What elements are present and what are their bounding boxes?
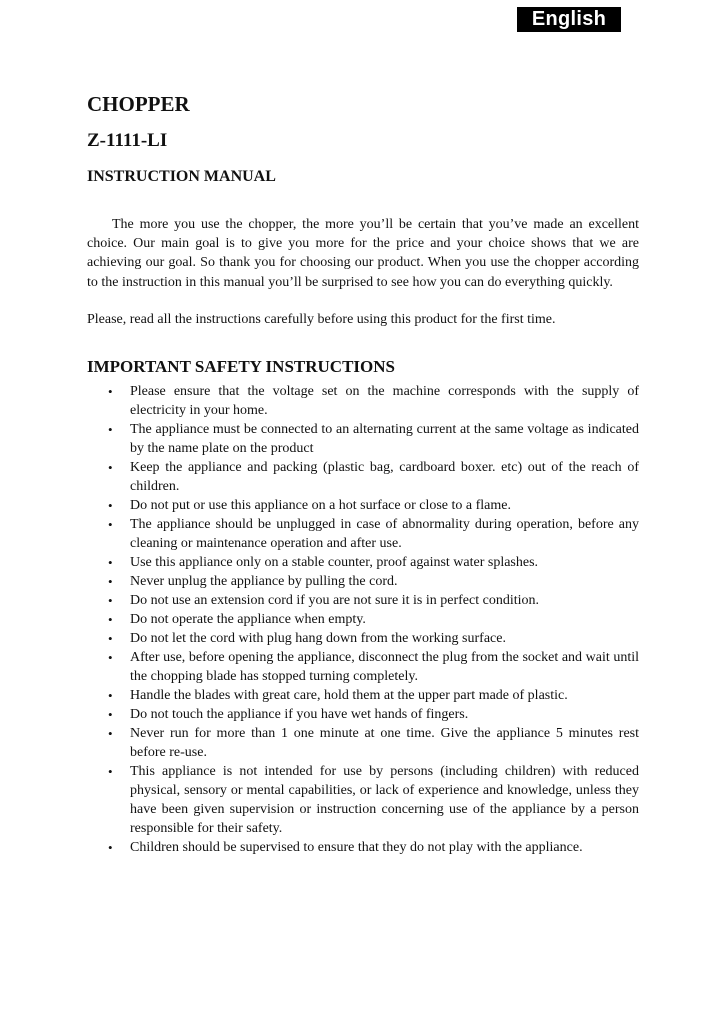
safety-item: [87, 420, 639, 458]
read-instructions-note: Please, read all the instructions carefully before using this product for the first time.: [87, 311, 556, 327]
safety-item-text: Do not let the cord with plug hang down from the working surface.: [130, 631, 506, 647]
bullet-icon: •: [108, 726, 113, 742]
safety-item-text: Keep the appliance and packing (plastic bag, cardboard boxer. etc) out of the reach of children.: [130, 460, 639, 495]
bullet-icon: •: [108, 612, 113, 628]
safety-item: [87, 724, 639, 762]
safety-instructions-list: [87, 382, 639, 857]
safety-item-text: Use this appliance only on a stable counter, proof against water splashes.: [130, 555, 539, 571]
safety-item-text: Do not operate the appliance when empty.: [130, 612, 366, 628]
document-title: CHOPPER: [87, 92, 190, 116]
safety-item-text: Children should be supervised to ensure that they do not play with the appliance.: [130, 840, 583, 856]
bullet-icon: •: [108, 574, 113, 590]
language-badge: English: [517, 7, 621, 32]
safety-item-text: The appliance must be connected to an alternating current at the same voltage as indicated by the name plate on the product: [130, 422, 639, 457]
safety-item-text: This appliance is not intended for use by persons (including children) with reduced physical, sensory or mental capabilities, or lack of experience and knowledge, unless they have been given supervision or instruction concerning use of the appliance by a person responsible for their safety.: [130, 764, 639, 837]
manual-subtitle: INSTRUCTION MANUAL: [87, 168, 276, 185]
bullet-icon: •: [108, 555, 113, 571]
bullet-icon: •: [108, 840, 113, 856]
safety-item: [87, 705, 639, 724]
safety-item-text: Do not use an extension cord if you are not sure it is in perfect condition.: [130, 593, 540, 609]
bullet-icon: •: [108, 650, 113, 666]
safety-item: [87, 496, 639, 515]
safety-item-text: Do not put or use this appliance on a hot surface or close to a flame.: [130, 498, 511, 514]
safety-item: [87, 648, 639, 686]
safety-item-text: The appliance should be unplugged in case of abnormality during operation, before any cleaning or maintenance operation and after use.: [130, 517, 639, 552]
safety-item: [87, 838, 639, 857]
bullet-icon: •: [108, 593, 113, 609]
safety-item: [87, 591, 639, 610]
safety-item: [87, 610, 639, 629]
document-body: [87, 90, 639, 857]
bullet-icon: •: [108, 707, 113, 723]
safety-item: [87, 458, 639, 496]
bullet-icon: •: [108, 764, 113, 780]
bullet-icon: •: [108, 688, 113, 704]
bullet-icon: •: [108, 384, 113, 400]
safety-item: [87, 762, 639, 838]
bullet-icon: •: [108, 631, 113, 647]
bullet-icon: •: [108, 422, 113, 438]
bullet-icon: •: [108, 460, 113, 476]
safety-item-text: Please ensure that the voltage set on the machine corresponds with the supply of electricity in your home.: [130, 384, 639, 419]
intro-paragraph: The more you use the chopper, the more you’ll be certain that you’ve made an excellent choice. Our main goal is to give you more for the price and your choice shows that we are achieving our goal. So thank you for choosing our product. When you use the chopper according to the instruction in this manual you’ll be surprised to see how you can do everything quickly.: [87, 217, 639, 290]
safety-item: [87, 382, 639, 420]
safety-item: [87, 629, 639, 648]
safety-item: [87, 553, 639, 572]
safety-item-text: Never unplug the appliance by pulling the cord.: [130, 574, 398, 590]
safety-item-text: Handle the blades with great care, hold them at the upper part made of plastic.: [130, 688, 568, 704]
bullet-icon: •: [108, 517, 113, 533]
safety-item: [87, 572, 639, 591]
safety-item: [87, 686, 639, 705]
safety-item-text: After use, before opening the appliance, disconnect the plug from the socket and wait until the chopping blade has stopped turning completely.: [130, 650, 639, 685]
bullet-icon: •: [108, 498, 113, 514]
safety-item-text: Do not touch the appliance if you have wet hands of fingers.: [130, 707, 469, 723]
safety-item: [87, 515, 639, 553]
safety-item-text: Never run for more than 1 one minute at one time. Give the appliance 5 minutes rest before re-use.: [130, 726, 639, 761]
safety-heading: IMPORTANT SAFETY INSTRUCTIONS: [87, 357, 395, 377]
model-number: Z-1111-LI: [87, 130, 168, 151]
